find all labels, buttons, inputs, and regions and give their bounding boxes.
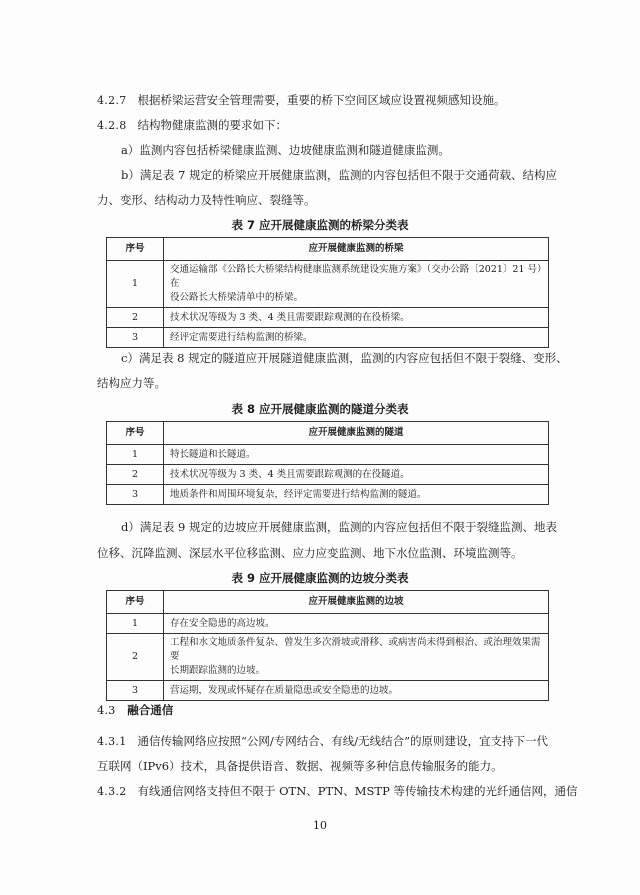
table-row xyxy=(107,261,549,308)
clause-number: 4.3.2 xyxy=(97,785,127,798)
row-no: 1 xyxy=(107,614,164,634)
row-text: 技术状况等级为 3 类、4 类且需要跟踪观测的在役桥梁。 xyxy=(164,308,549,328)
header-no: 序号 xyxy=(107,422,164,445)
clause-4-2-8 xyxy=(97,117,287,134)
header-no: 序号 xyxy=(107,238,164,261)
table-row xyxy=(107,681,549,701)
table-7 xyxy=(106,237,549,348)
table-row xyxy=(107,634,549,681)
row-no: 2 xyxy=(107,465,164,485)
table-row xyxy=(107,328,549,348)
clause-text: 通信传输网络应按照“公网/专网结合、有线/无线结合”的原则建设，宜支持下一代 xyxy=(137,734,548,748)
section-title: 融合通信 xyxy=(127,703,174,717)
clause-4-3-1-line-1 xyxy=(97,733,548,750)
clause-4-3-1-line-2: 互联网（IPv6）技术，具备提供语音、数据、视频等多种信息传输服务的能力。 xyxy=(97,759,503,773)
page-number: 10 xyxy=(313,819,327,832)
row-no: 1 xyxy=(107,261,164,308)
row-text: 工程和水文地质条件复杂、曾发生多次滑坡或滑移、或病害尚未得到根治、或治理效果需要 长期跟踪监测的边坡。 xyxy=(164,634,549,681)
row-text: 存在安全隐患的高边坡。 xyxy=(164,614,549,634)
clause-text: 有线通信网络支持但不限于 OTN、PTN、MSTP 等传输技术构建的光纤通信网，通信 xyxy=(137,784,578,798)
row-no: 3 xyxy=(107,328,164,348)
row-text: 地质条件和周围环境复杂，经评定需要进行结构监测的隧道。 xyxy=(164,485,549,505)
table-row xyxy=(107,308,549,328)
row-no: 3 xyxy=(107,681,164,701)
header-item: 应开展健康监测的桥梁 xyxy=(164,238,549,261)
table-7-caption: 表 7 应开展健康监测的桥梁分类表 xyxy=(231,218,409,232)
row-text: 特长隧道和长隧道。 xyxy=(164,445,549,465)
item-d-line-2: 位移、沉降监测、深层水平位移监测、应力应变监测、地下水位监测、环境监测等。 xyxy=(97,546,523,560)
clause-text: 根据桥梁运营安全管理需要，重要的桥下空间区域应设置视频感知设施。 xyxy=(137,93,506,107)
clause-text: 结构物健康监测的要求如下： xyxy=(137,118,287,132)
row-no: 3 xyxy=(107,485,164,505)
table-9-caption: 表 9 应开展健康监测的边坡分类表 xyxy=(231,571,409,585)
item-c-line-2: 结构应力等。 xyxy=(97,376,166,390)
row-no: 2 xyxy=(107,308,164,328)
item-b-line-1: b）满足表 7 规定的桥梁应开展健康监测，监测的内容包括但不限于交通荷载、结构应 xyxy=(121,168,557,182)
clause-number: 4.2.7 xyxy=(97,94,127,107)
table-header-row xyxy=(107,238,549,261)
table-header-row xyxy=(107,422,549,445)
row-text: 技术状况等级为 3 类、4 类且需要跟踪观测的在役隧道。 xyxy=(164,465,549,485)
row-text: 交通运输部《公路长大桥梁结构健康监测系统建设实施方案》（交办公路〔2021〕21 号）在 役公路长大桥梁清单中的桥梁。 xyxy=(164,261,549,308)
clause-number: 4.3.1 xyxy=(97,735,127,748)
clause-number: 4.2.8 xyxy=(97,119,127,132)
header-item: 应开展健康监测的隧道 xyxy=(164,422,549,445)
clause-4-3-2 xyxy=(97,783,577,800)
item-b-line-2: 力、变形、结构动力及特性响应、裂缝等。 xyxy=(97,193,316,207)
item-a: a）监测内容包括桥梁健康监测、边坡健康监测和隧道健康监测。 xyxy=(121,143,450,157)
header-no: 序号 xyxy=(107,591,164,614)
row-no: 2 xyxy=(107,634,164,681)
section-4-3-heading xyxy=(97,702,173,718)
table-9 xyxy=(106,590,549,701)
row-no: 1 xyxy=(107,445,164,465)
table-8-caption: 表 8 应开展健康监测的隧道分类表 xyxy=(231,402,409,416)
item-d-line-1: d）满足表 9 规定的边坡应开展健康监测，监测的内容应包括但不限于裂缝监测、地表 xyxy=(121,520,557,534)
clause-4-2-7 xyxy=(97,92,505,109)
table-row xyxy=(107,485,549,505)
item-c-line-1: c）满足表 8 规定的隧道应开展隧道健康监测，监测的内容应包括但不限于裂缝、变形、 xyxy=(121,351,568,365)
row-text: 营运期，发现或怀疑存在质量隐患或安全隐患的边坡。 xyxy=(164,681,549,701)
header-item: 应开展健康监测的边坡 xyxy=(164,591,549,614)
table-header-row xyxy=(107,591,549,614)
section-number: 4.3 xyxy=(97,703,116,717)
table-row xyxy=(107,614,549,634)
table-row xyxy=(107,445,549,465)
row-text: 经评定需要进行结构监测的桥梁。 xyxy=(164,328,549,348)
table-row xyxy=(107,465,549,485)
table-8 xyxy=(106,421,549,505)
